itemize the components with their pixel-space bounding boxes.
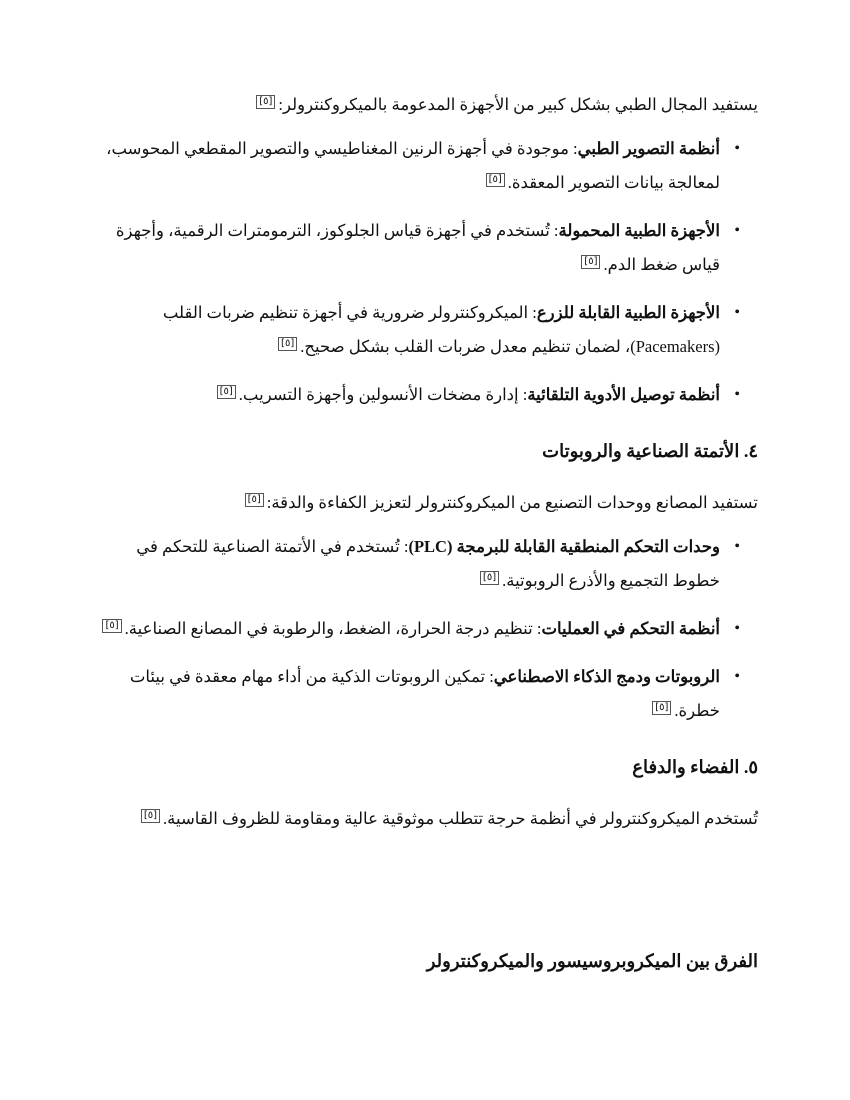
reference-marker[interactable]: [٥] (278, 337, 297, 351)
reference-marker[interactable]: [٥] (217, 385, 236, 399)
space-text: تُستخدم الميكروكنترولر في أنظمة حرجة تتطلب موثوقية عالية ومقاومة للظروف القاسية. (163, 809, 758, 828)
reference-marker[interactable]: [٥] (652, 701, 671, 715)
industry-intro-paragraph (92, 486, 758, 520)
reference-marker[interactable]: [٥] (256, 95, 275, 109)
item-text: : تنظيم درجة الحرارة، الضغط، والرطوبة في المصانع الصناعية. (124, 619, 542, 638)
document-page (92, 88, 758, 996)
item-title: وحدات التحكم المنطقية القابلة للبرمجة (PLC) (408, 537, 720, 556)
reference-marker[interactable]: [٥] (581, 255, 600, 269)
item-text: : موجودة في أجهزة الرنين المغناطيسي والتصوير المقطعي المحوسب، لمعالجة بيانات التصوير المعقدة. (106, 139, 720, 192)
item-title: أنظمة توصيل الأدوية التلقائية (527, 385, 720, 404)
item-title: الأجهزة الطبية المحمولة (558, 221, 720, 240)
item-title: أنظمة التصوير الطبي (577, 139, 720, 158)
item-title: أنظمة التحكم في العمليات (541, 619, 720, 638)
list-item (92, 378, 758, 412)
section-5-heading: ٥. الفضاء والدفاع (632, 757, 758, 777)
item-text: : تُستخدم في أجهزة قياس الجلوكوز، الترمومترات الرقمية، وأجهزة قياس ضغط الدم. (115, 221, 720, 274)
item-title: الأجهزة الطبية القابلة للزرع (536, 303, 720, 322)
reference-marker[interactable]: [٥] (486, 173, 505, 187)
space-paragraph (92, 802, 758, 836)
list-item (92, 296, 758, 364)
list-item (92, 132, 758, 200)
reference-marker[interactable]: [٥] (141, 809, 160, 823)
medical-intro-text: يستفيد المجال الطبي بشكل كبير من الأجهزة المدعومة بالميكروكنترولر: (278, 95, 758, 114)
item-text: : إدارة مضخات الأنسولين وأجهزة التسريب. (238, 385, 528, 404)
industry-list (92, 530, 758, 728)
section-4-heading: ٤. الأتمتة الصناعية والروبوتات (542, 441, 758, 461)
spacer (92, 836, 758, 922)
industry-intro-text: تستفيد المصانع ووحدات التصنيع من الميكروكنترولر لتعزيز الكفاءة والدقة: (266, 493, 758, 512)
item-text: : تمكين الروبوتات الذكية من أداء مهام معقدة في بيئات خطرة. (129, 667, 720, 720)
item-title: الروبوتات ودمج الذكاء الاصطناعي (493, 667, 720, 686)
reference-marker[interactable]: [٥] (480, 571, 499, 585)
reference-marker[interactable]: [٥] (102, 619, 121, 633)
reference-marker[interactable]: [٥] (245, 493, 264, 507)
medical-intro-paragraph (92, 88, 758, 122)
list-item (92, 660, 758, 728)
list-item (92, 214, 758, 282)
list-item (92, 612, 758, 646)
item-text: : تُستخدم في الأتمتة الصناعية للتحكم في خطوط التجميع والأذرع الروبوتية. (136, 537, 720, 590)
item-text: : الميكروكنترولر ضرورية في أجهزة تنظيم ضربات القلب (Pacemakers)، لضمان تنظيم معدل ضربات القلب بشكل صحيح. (162, 303, 720, 356)
list-item (92, 530, 758, 598)
comparison-heading: الفرق بين الميكروبروسيسور والميكروكنترولر (426, 951, 758, 971)
medical-list (92, 132, 758, 412)
